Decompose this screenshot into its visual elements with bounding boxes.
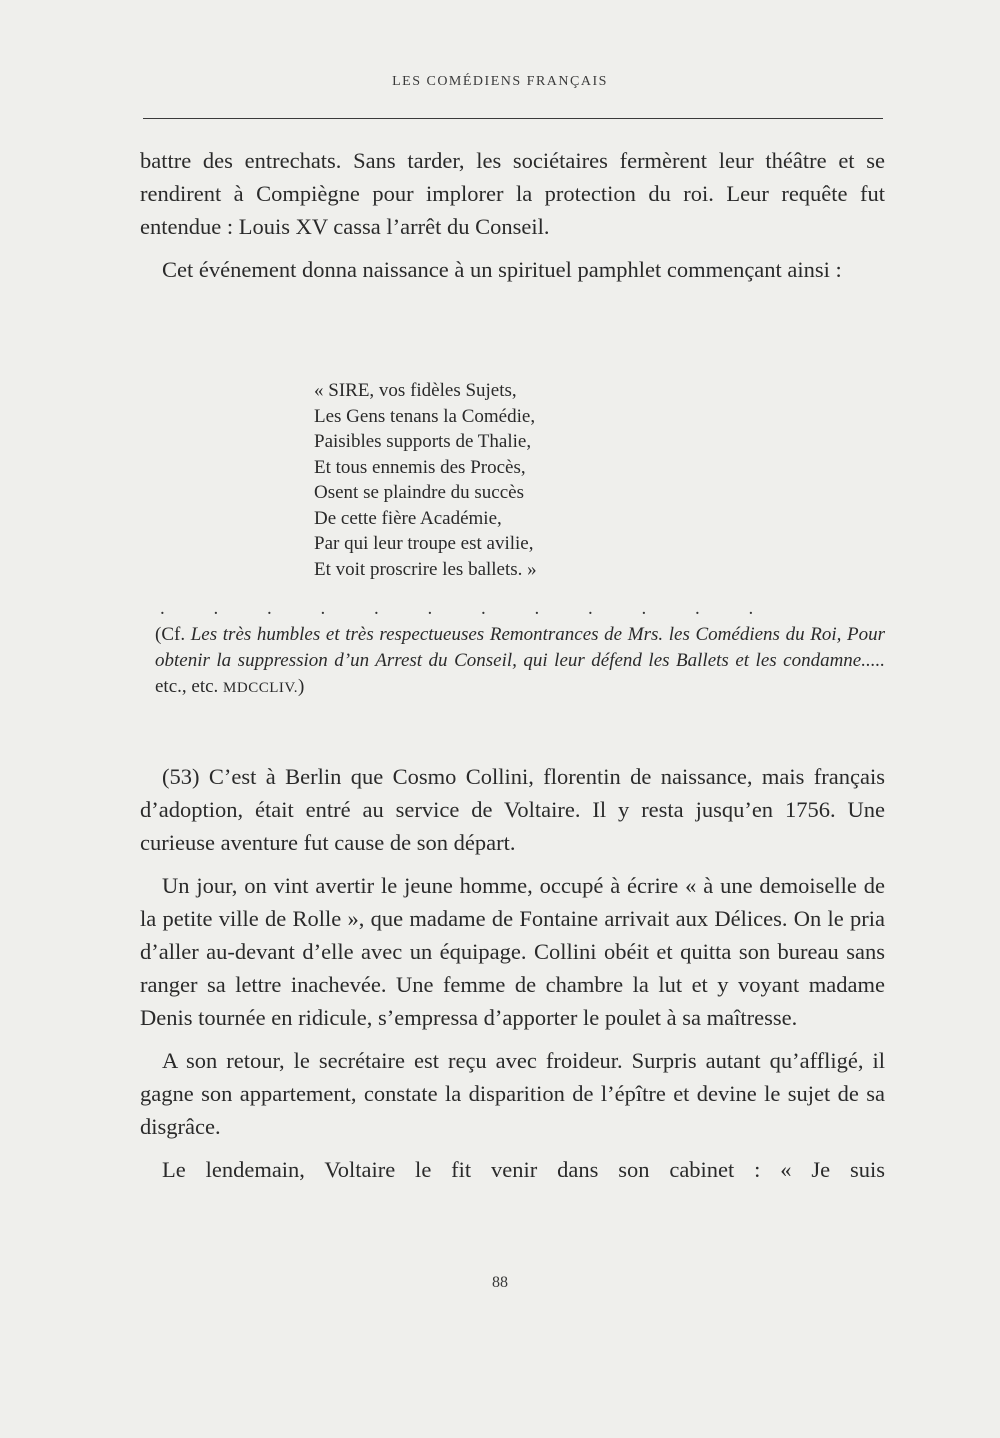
verse-line: De cette fière Académie,	[314, 507, 502, 529]
verse-line: Par qui leur troupe est avilie,	[314, 533, 534, 554]
verse-line: Et voit proscrire les ballets. »	[314, 558, 537, 580]
paragraph-2: Cet événement donna naissance à un spirituel pamphlet commençant ainsi :	[162, 257, 842, 282]
citation-etc: etc., etc.	[155, 676, 224, 697]
text-block-bottom	[140, 760, 885, 1186]
citation-open: (Cf.	[155, 624, 191, 645]
text-block-top	[140, 144, 885, 286]
paragraph-1: battre des entrechats. Sans tarder, les sociétaires fermèrent leur théâtre et se rendirent à Compiègne pour implorer la protection du roi. Leur requête fut entendue : Louis XV cassa l’arrêt du Conseil.	[140, 148, 885, 239]
page-number: 88	[492, 1274, 508, 1291]
verse-quote	[314, 378, 537, 582]
verse-line: Les Gens tenans la Comédie,	[314, 405, 536, 427]
paragraph-4: Un jour, on vint avertir le jeune homme, occupé à écrire « à une demoiselle de la petite ville de Rolle », que madame de Fontaine arrivait aux Délices. On le pria d’aller au-devant d’elle avec un équipage. Collini obéit et quitta son bureau sans ranger sa lettre inachevée. Une femme de chambre la lut et y voyant madame Denis tournée en ridicule, s’empressa d’apporter le poulet à sa maîtresse.	[140, 873, 885, 1030]
header-rule	[143, 118, 883, 119]
running-head: LES COMÉDIENS FRANÇAIS	[392, 74, 608, 89]
paragraph-6: Le lendemain, Voltaire le fit venir dans son cabinet : « Je suis	[162, 1157, 885, 1182]
ellipsis-dots: . . . . . . . . . . . .	[160, 598, 776, 619]
verse-line: Et tous ennemis des Procès,	[314, 456, 526, 478]
paragraph-5: A son retour, le secrétaire est reçu avec froideur. Surpris autant qu’affligé, il gagne son appartement, constate la disparition de l’épître et devine le sujet de sa disgrâce.	[140, 1048, 885, 1139]
verse-line: Osent se plaindre du succès	[314, 482, 524, 503]
citation-close: )	[298, 676, 305, 697]
citation-date: MDCCLIV.	[223, 680, 299, 696]
citation-note	[155, 622, 885, 701]
citation-title: Les très humbles et très respectueuses Remontrances de Mrs. les Comédiens du Roi, Pour obtenir la suppression d’un Arrest du Conseil, qui leur défend les Ballets et les condamne.....	[155, 624, 886, 671]
verse-line: Paisibles supports de Thalie,	[314, 431, 532, 452]
paragraph-3: (53) C’est à Berlin que Cosmo Collini, florentin de naissance, mais français d’adoption, était entré au service de Voltaire. Il y resta jusqu’en 1756. Une curieuse aventure fut cause de son départ.	[140, 764, 885, 855]
verse-line: « SIRE, vos fidèles Sujets,	[314, 380, 517, 401]
